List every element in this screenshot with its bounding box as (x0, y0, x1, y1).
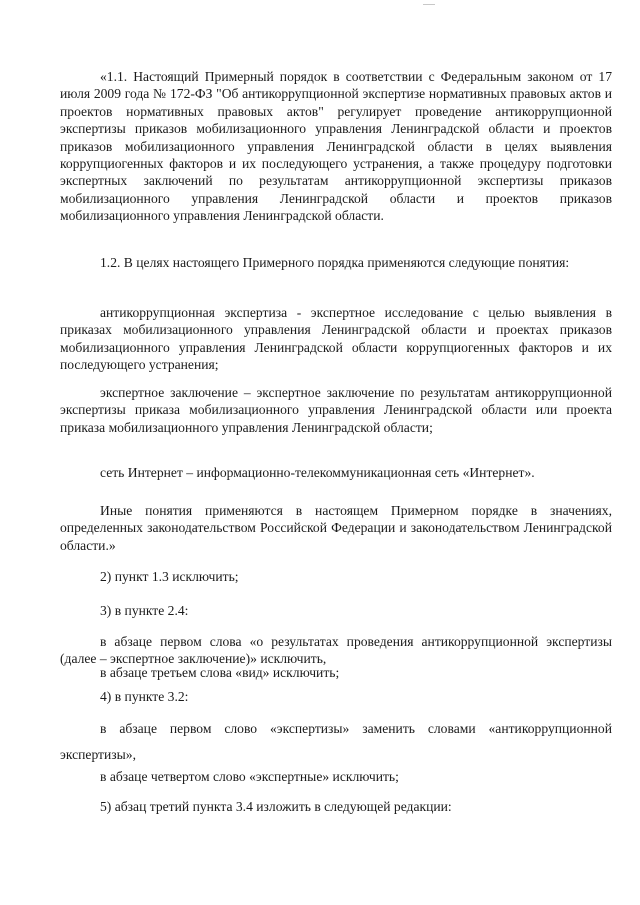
item-3-paragraph-third: в абзаце третьем слова «вид» исключить; (100, 665, 340, 680)
item-4: 4) в пункте 3.2: (100, 689, 189, 704)
definition-expert-conclusion: экспертное заключение – экспертное заключение по результатам антикоррупционной экспертизы приказа мобилизационного управления Ленинградской области или проекта приказа мобилизационного управления Ленинградской области; (60, 385, 612, 435)
item-4-paragraph-fourth: в абзаце четвертом слово «экспертные» исключить; (100, 769, 399, 784)
scan-mark (423, 4, 435, 5)
paragraph-1-1: «1.1. Настоящий Примерный порядок в соответствии с Федеральным законом от 17 июля 2009 года № 172-ФЗ "Об антикоррупционной экспертизе нормативных правовых актов и проектов нормативных правовых актов" регулирует проведение антикоррупционной экспертизы приказов мобилизационного управления Ленинградской области и проектов приказов мобилизационного управления Ленинградской области в целях выявления коррупциогенных факторов и их последующего устранения, а также процедуру подготовки экспертных заключений по результатам антикоррупционной экспертизы приказов мобилизационного управления Ленинградской области и проектов приказов мобилизационного управления Ленинградской области. (60, 69, 612, 224)
definition-anticorruption-expertise: антикоррупционная экспертиза - экспертное исследование с целью выявления в приказах мобилизационного управления Ленинградской области и проектах приказов мобилизационного управления Ленинградской области коррупциогенных факторов и их последующего устранения; (60, 305, 612, 373)
paragraph-1-2: 1.2. В целях настоящего Примерного порядка применяются следующие понятия: (100, 255, 570, 270)
item-3-paragraph-first: в абзаце первом слова «о результатах проведения антикоррупционной экспертизы (далее – экспертное заключение)» исключить, (60, 634, 612, 667)
item-4-paragraph-first: в абзаце первом слово «экспертизы» заменить словами «антикоррупционной экспертизы», (60, 721, 612, 762)
paragraph-other-terms: Иные понятия применяются в настоящем Примерном порядке в значениях, определенных законодательством Российской Федерации и законодательством Ленинградской области.» (60, 503, 612, 553)
definition-internet: сеть Интернет – информационно-телекоммуникационная сеть «Интернет». (100, 465, 535, 480)
item-3: 3) в пункте 2.4: (100, 603, 189, 618)
item-5: 5) абзац третий пункта 3.4 изложить в следующей редакции: (100, 799, 452, 814)
item-2: 2) пункт 1.3 исключить; (100, 569, 239, 584)
